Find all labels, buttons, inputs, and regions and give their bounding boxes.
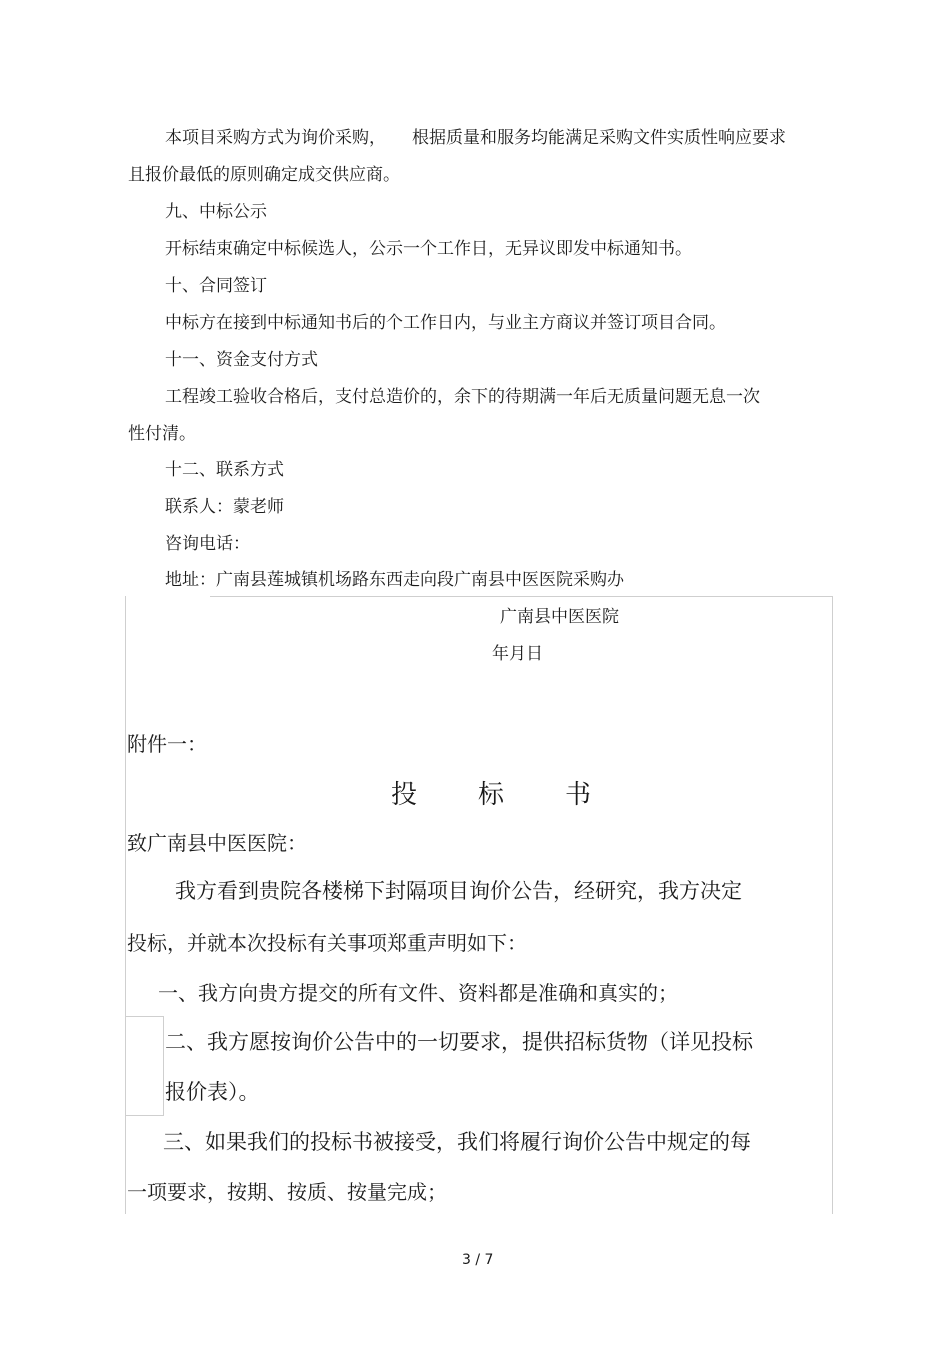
heading-11: 十一、资金支付方式 bbox=[165, 350, 318, 370]
intro-line1: 我方看到贵院各楼梯下封隔项目询价公告，经研究，我方决定 bbox=[175, 879, 742, 903]
signature-date: 年月日 bbox=[492, 644, 543, 664]
item-1: 一、我方向贵方提交的所有文件、资料都是准确和真实的； bbox=[158, 981, 678, 1005]
method-line1a: 本项目采购方式为询价采购， bbox=[165, 128, 386, 148]
frame-top-line bbox=[210, 596, 833, 597]
item-2-line1: 二、我方愿按询价公告中的一切要求，提供招标货物（详见投标 bbox=[165, 1030, 753, 1054]
bid-title-char-3: 书 bbox=[565, 780, 592, 810]
frame-right-line bbox=[832, 596, 833, 1214]
para-9: 开标结束确定中标候选人，公示一个工作日，无异议即发中标通知书。 bbox=[165, 239, 692, 259]
bid-title-char-2: 标 bbox=[478, 780, 505, 810]
phone-label: 咨询电话： bbox=[165, 534, 250, 554]
signature-org: 广南县中医医院 bbox=[500, 607, 619, 627]
address: 地址：广南县莲城镇机场路东西走向段广南县中医医院采购办 bbox=[165, 570, 624, 590]
addressee: 致广南县中医医院： bbox=[127, 831, 307, 855]
frame-left-line bbox=[125, 596, 126, 1214]
attachment-label: 附件一： bbox=[127, 732, 207, 756]
item-2-line2: 报价表）。 bbox=[165, 1080, 260, 1104]
page-number: 3 / 7 bbox=[462, 1252, 494, 1268]
item-3-line1: 三、如果我们的投标书被接受，我们将履行询价公告中规定的每 bbox=[163, 1130, 751, 1154]
heading-12: 十二、联系方式 bbox=[165, 460, 284, 480]
heading-10: 十、合同签订 bbox=[165, 276, 267, 296]
intro-line2: 投标，并就本次投标有关事项郑重声明如下： bbox=[127, 931, 527, 955]
para-11-line1: 工程竣工验收合格后，支付总造价的，余下的待期满一年后无质量问题无息一次 bbox=[165, 387, 760, 407]
inner-box bbox=[125, 1016, 164, 1116]
bid-title-char-1: 投 bbox=[391, 780, 418, 810]
method-line1b: 根据质量和服务均能满足采购文件实质性响应要求 bbox=[412, 128, 786, 148]
method-line2: 且报价最低的原则确定成交供应商。 bbox=[128, 165, 400, 185]
heading-9: 九、中标公示 bbox=[165, 202, 267, 222]
para-10: 中标方在接到中标通知书后的个工作日内，与业主方商议并签订项目合同。 bbox=[165, 313, 726, 333]
para-11-line2: 性付清。 bbox=[128, 424, 196, 444]
contact-person: 联系人：蒙老师 bbox=[165, 497, 284, 517]
item-3-line2: 一项要求，按期、按质、按量完成； bbox=[127, 1180, 447, 1204]
